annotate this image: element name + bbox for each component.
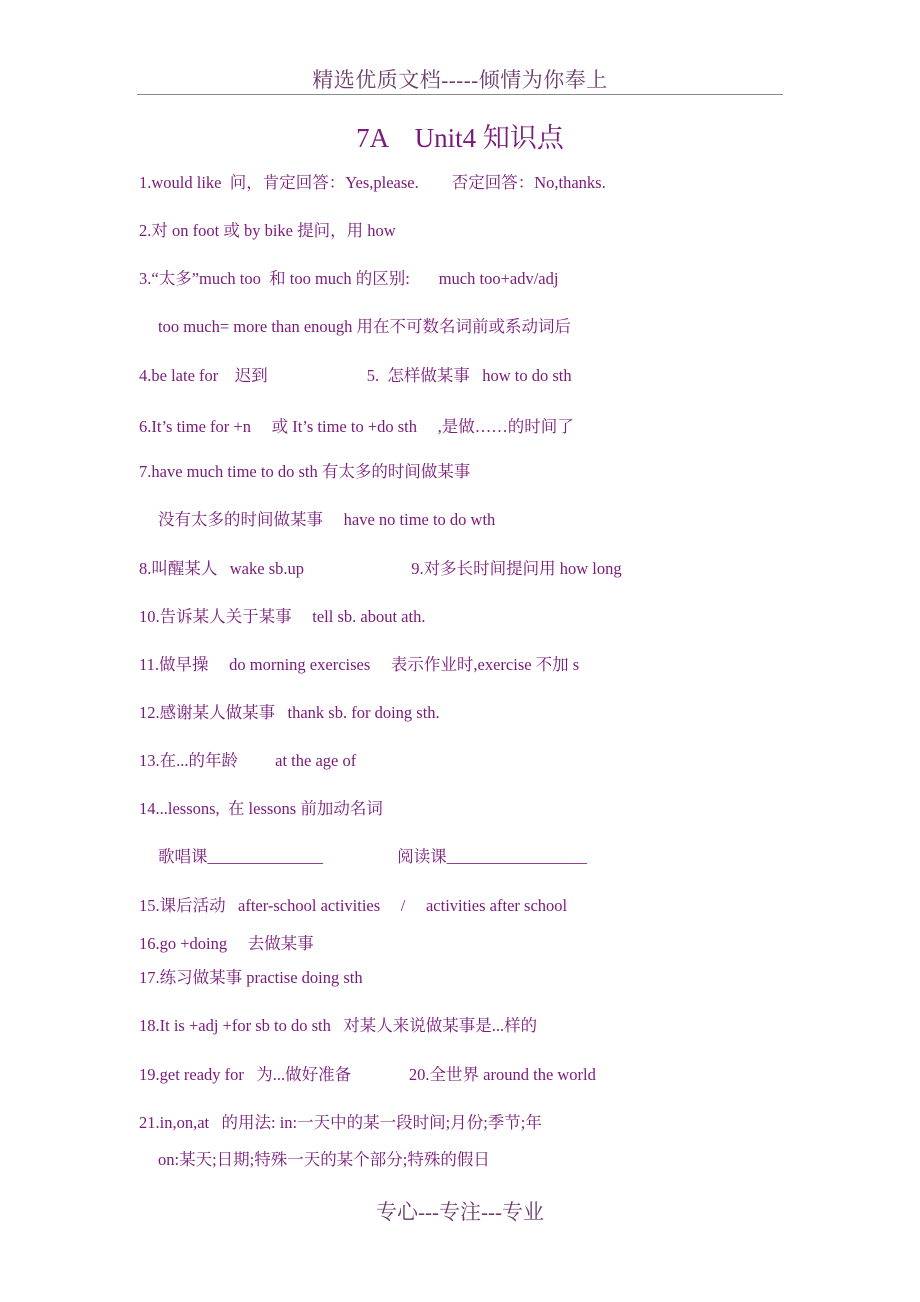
note-line-14-blanks: 歌唱课______________ 阅读课_________________: [158, 847, 587, 866]
note-line-21: 21.in,on,at 的用法: in:一天中的某一段时间;月份;季节;年: [139, 1113, 542, 1132]
note-line-3-continued: too much= more than enough 用在不可数名词前或系动词后: [158, 317, 572, 336]
note-line-14: 14...lessons, 在 lessons 前加动名词: [139, 799, 383, 818]
note-line-15: 15.课后活动 after-school activities / activities after school: [139, 896, 568, 915]
note-line-10: 10.告诉某人关于某事 tell sb. about ath.: [139, 607, 426, 626]
note-line-7-continued: 没有太多的时间做某事 have no time to do wth: [158, 510, 496, 529]
note-line-17: 17.练习做某事 practise doing sth: [139, 968, 363, 987]
note-line-18: 18.It is +adj +for sb to do sth 对某人来说做某事是...样的: [139, 1016, 538, 1035]
note-line-6: 6.It’s time for +n 或 It’s time to +do sth ,是做……的时间了: [139, 417, 574, 436]
page-header: 精选优质文档-----倾情为你奉上: [312, 68, 608, 92]
note-line-4-5: 4.be late for 迟到 5. 怎样做某事 how to do sth: [139, 366, 572, 385]
note-line-11: 11.做早操 do morning exercises 表示作业时,exercise 不加 s: [139, 655, 580, 674]
page-footer: 专心---专注---专业: [376, 1200, 544, 1224]
note-line-7: 7.have much time to do sth 有太多的时间做某事: [139, 462, 471, 481]
document-title: 7A Unit4 知识点: [356, 123, 564, 153]
note-line-3: 3.“太多”much too 和 too much 的区别: much too+adv/adj: [139, 269, 559, 288]
header-divider: [137, 94, 783, 95]
note-line-8-9: 8.叫醒某人 wake sb.up 9.对多长时间提问用 how long: [139, 559, 622, 578]
note-line-2: 2.对 on foot 或 by bike 提问，用 how: [139, 221, 396, 240]
note-line-19-20: 19.get ready for 为...做好准备 20.全世界 around the world: [139, 1065, 596, 1084]
note-line-16: 16.go +doing 去做某事: [139, 934, 314, 953]
note-line-1: 1.would like 问，肯定回答：Yes,please. 否定回答：No,thanks.: [139, 173, 606, 192]
note-line-12: 12.感谢某人做某事 thank sb. for doing sth.: [139, 703, 440, 722]
note-line-21-continued: on:某天;日期;特殊一天的某个部分;特殊的假日: [158, 1150, 490, 1169]
note-line-13: 13.在...的年龄 at the age of: [139, 751, 357, 770]
